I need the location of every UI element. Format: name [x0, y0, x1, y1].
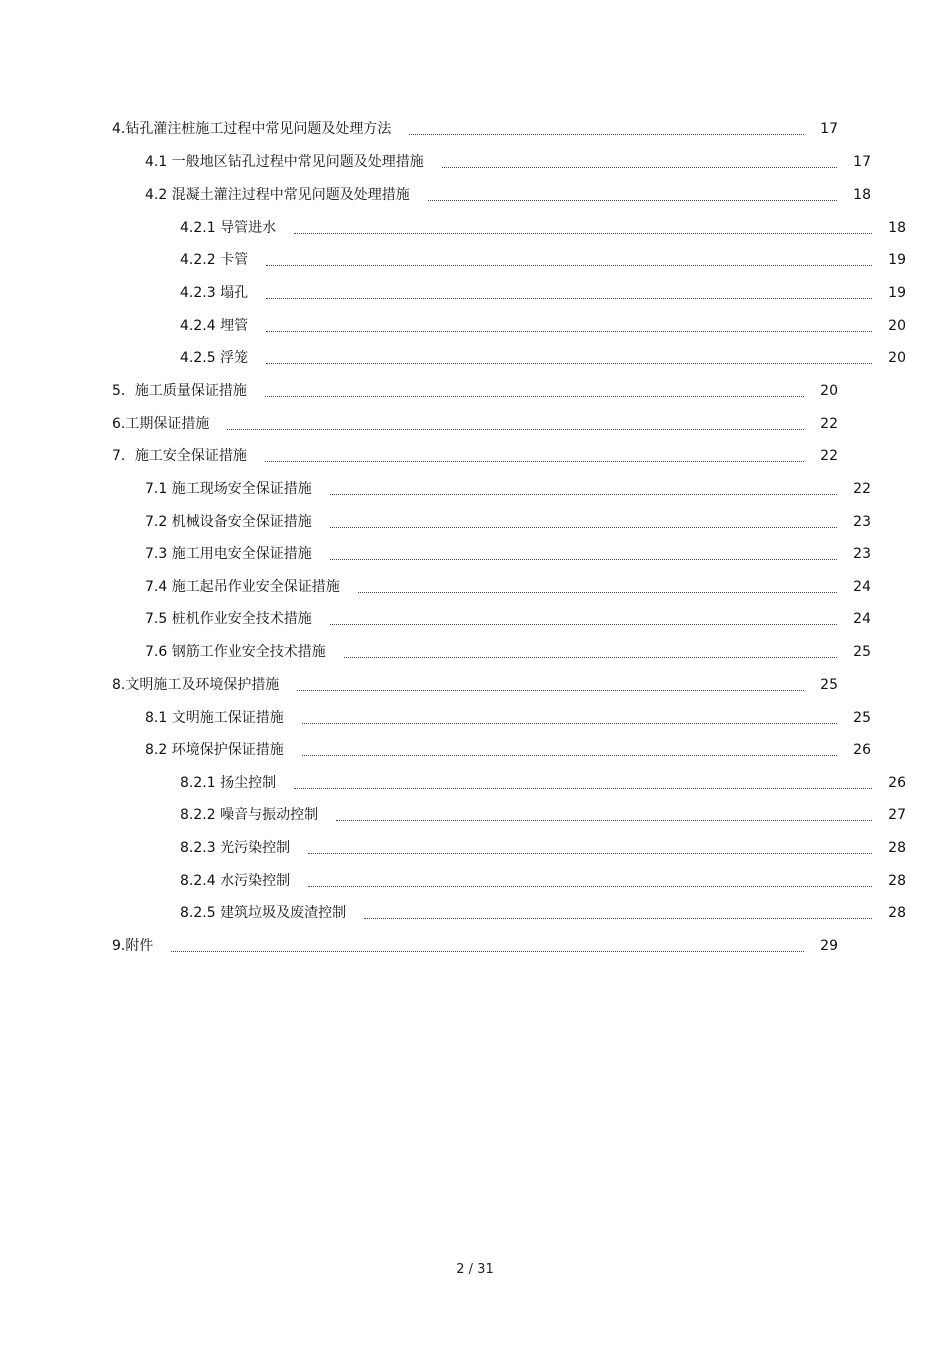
toc-leader-dots: [171, 950, 804, 952]
toc-leader-dots: [336, 819, 872, 821]
toc-leader-dots: [308, 885, 872, 887]
toc-leader-dots: [265, 460, 804, 462]
toc-entry-title: 6.工期保证措施: [112, 416, 210, 432]
toc-entry-title: 8.2 环境保护保证措施: [145, 742, 284, 758]
toc-entry-page-number: 18: [888, 220, 906, 236]
toc-entry-page-number: 23: [853, 546, 871, 562]
toc-entry[interactable]: [112, 673, 838, 697]
toc-leader-dots: [330, 558, 837, 560]
toc-entry-page-number: 20: [888, 350, 906, 366]
toc-leader-dots: [302, 722, 837, 724]
toc-leader-dots: [330, 623, 837, 625]
toc-entry[interactable]: [112, 216, 906, 240]
toc-entry-title: 7.5 桩机作业安全技术措施: [145, 611, 312, 627]
toc-entry-page-number: 28: [888, 905, 906, 921]
toc-entry[interactable]: [112, 117, 838, 141]
toc-entry-title: 7.3 施工用电安全保证措施: [145, 546, 312, 562]
toc-entry-title: 4.钻孔灌注桩施工过程中常见问题及处理方法: [112, 121, 392, 137]
toc-entry-page-number: 24: [853, 611, 871, 627]
toc-leader-dots: [409, 133, 804, 135]
toc-entry-page-number: 28: [888, 873, 906, 889]
toc-entry[interactable]: [112, 379, 838, 403]
toc-leader-dots: [266, 362, 872, 364]
toc-entry-page-number: 22: [820, 416, 838, 432]
toc-leader-dots: [330, 526, 837, 528]
toc-entry-page-number: 28: [888, 840, 906, 856]
toc-entry[interactable]: [112, 738, 871, 762]
toc-leader-dots: [294, 787, 872, 789]
toc-leader-dots: [266, 264, 872, 266]
toc-entry-title: 7.6 钢筋工作业安全技术措施: [145, 644, 326, 660]
toc-leader-dots: [294, 232, 872, 234]
toc-entry[interactable]: [112, 771, 906, 795]
toc-leader-dots: [302, 754, 837, 756]
toc-entry[interactable]: [112, 575, 871, 599]
toc-entry[interactable]: [112, 150, 871, 174]
toc-entry[interactable]: [112, 183, 871, 207]
toc-entry-page-number: 20: [888, 318, 906, 334]
toc-entry-page-number: 25: [820, 677, 838, 693]
toc-entry-title: 5．施工质量保证措施: [112, 383, 247, 399]
toc-entry[interactable]: [112, 803, 906, 827]
toc-leader-dots: [364, 917, 872, 919]
toc-entry-page-number: 17: [820, 121, 838, 137]
toc-leader-dots: [330, 493, 837, 495]
toc-entry[interactable]: [112, 706, 871, 730]
toc-entry[interactable]: [112, 901, 906, 925]
toc-entry-page-number: 25: [853, 710, 871, 726]
toc-entry-title: 4.1 一般地区钻孔过程中常见问题及处理措施: [145, 154, 424, 170]
toc-entry-title: 7.1 施工现场安全保证措施: [145, 481, 312, 497]
toc-entry-page-number: 26: [853, 742, 871, 758]
toc-entry-page-number: 22: [853, 481, 871, 497]
toc-entry[interactable]: [112, 934, 838, 958]
toc-leader-dots: [308, 852, 872, 854]
toc-entry-title: 7．施工安全保证措施: [112, 448, 247, 464]
toc-entry[interactable]: [112, 281, 906, 305]
toc-entry-page-number: 20: [820, 383, 838, 399]
toc-entry[interactable]: [112, 346, 906, 370]
toc-entry[interactable]: [112, 412, 838, 436]
toc-entry-page-number: 22: [820, 448, 838, 464]
toc-entry-title: 4.2.1 导管进水: [180, 220, 277, 236]
toc-entry-page-number: 18: [853, 187, 871, 203]
toc-entry-page-number: 17: [853, 154, 871, 170]
toc-entry-page-number: 19: [888, 285, 906, 301]
toc-leader-dots: [344, 656, 837, 658]
toc-leader-dots: [266, 330, 872, 332]
toc-entry-page-number: 26: [888, 775, 906, 791]
toc-entry[interactable]: [112, 607, 871, 631]
toc-entry-page-number: 29: [820, 938, 838, 954]
toc-leader-dots: [265, 395, 804, 397]
toc-leader-dots: [428, 199, 837, 201]
toc-entry-title: 7.2 机械设备安全保证措施: [145, 514, 312, 530]
toc-entry-title: 8.1 文明施工保证措施: [145, 710, 284, 726]
toc-leader-dots: [442, 166, 837, 168]
toc-leader-dots: [358, 591, 837, 593]
toc-entry-title: 7.4 施工起吊作业安全保证措施: [145, 579, 340, 595]
toc-entry[interactable]: [112, 640, 871, 664]
toc-entry-title: 4.2.2 卡管: [180, 252, 249, 268]
toc-entry[interactable]: [112, 510, 871, 534]
toc-leader-dots: [297, 689, 804, 691]
toc-leader-dots: [266, 297, 872, 299]
toc-entry-title: 8.2.5 建筑垃圾及废渣控制: [180, 905, 347, 921]
toc-entry-title: 8.2.2 噪音与振动控制: [180, 807, 319, 823]
toc-entry[interactable]: [112, 248, 906, 272]
toc-entry-page-number: 19: [888, 252, 906, 268]
toc-entry[interactable]: [112, 477, 871, 501]
toc-entry-page-number: 23: [853, 514, 871, 530]
toc-entry-page-number: 25: [853, 644, 871, 660]
toc-entry-title: 8.2.1 扬尘控制: [180, 775, 277, 791]
toc-entry[interactable]: [112, 836, 906, 860]
toc-entry-title: 4.2 混凝土灌注过程中常见问题及处理措施: [145, 187, 410, 203]
toc-entry-title: 8.2.3 光污染控制: [180, 840, 291, 856]
toc-entry[interactable]: [112, 314, 906, 338]
toc-entry[interactable]: [112, 542, 871, 566]
toc-entry-title: 8.文明施工及环境保护措施: [112, 677, 280, 693]
toc-entry-title: 8.2.4 水污染控制: [180, 873, 291, 889]
toc-entry-title: 4.2.4 埋管: [180, 318, 249, 334]
toc-entry-page-number: 24: [853, 579, 871, 595]
toc-entry-title: 9.附件: [112, 938, 154, 954]
toc-entry-page-number: 27: [888, 807, 906, 823]
page-number-footer: 2 / 31: [456, 1262, 494, 1277]
toc-entry[interactable]: [112, 444, 838, 468]
toc-entry-title: 4.2.5 浮笼: [180, 350, 249, 366]
toc-entry[interactable]: [112, 869, 906, 893]
toc-entry-title: 4.2.3 塌孔: [180, 285, 249, 301]
toc-leader-dots: [227, 428, 804, 430]
